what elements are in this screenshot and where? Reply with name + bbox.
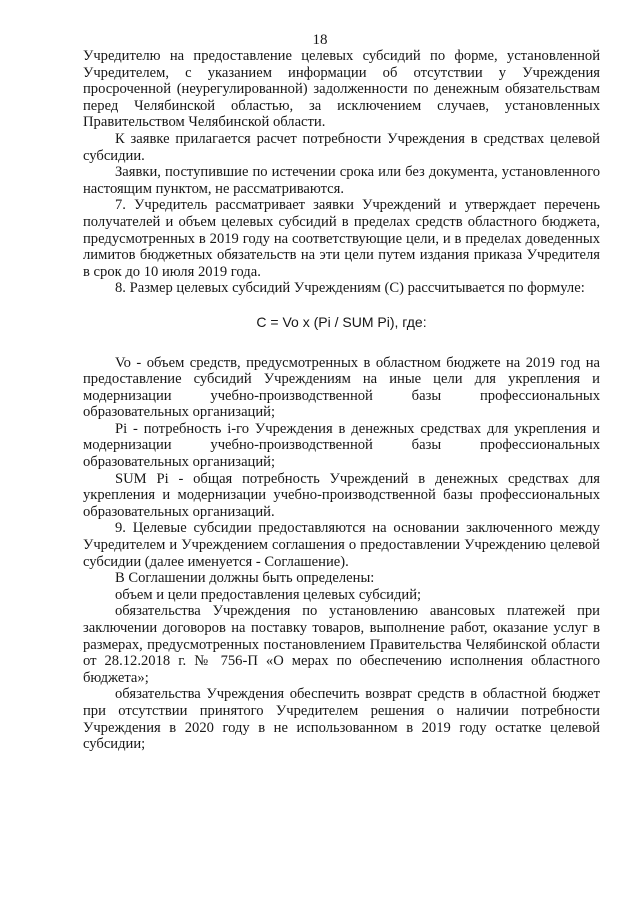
paragraph-vo-definition: Vo - объем средств, предусмотренных в областном бюджете на 2019 год на предоставление субсидий Учреждениям на иные цели для укрепления и модернизации учебно-производственной базы профессиональных образовательных организаций; (83, 354, 600, 421)
page-number: 18 (312, 32, 328, 48)
paragraph-pi-definition: Pi - потребность i-го Учреждения в денежных средствах для укрепления и модернизации учебно-производственной базы профессиональных образовательных организаций; (83, 420, 600, 471)
paragraph-calculation-attachment: К заявке прилагается расчет потребности Учреждения в средствах целевой субсидии. (83, 130, 600, 164)
document-body (83, 48, 600, 753)
paragraph-item-7: 7. Учредитель рассматривает заявки Учреждений и утверждает перечень получателей и объем целевых субсидий в пределах средств областного бюджета, предусмотренных в 2019 году на соответствующие цели, и в пределах доведенных лимитов бюджетных обязательств на эти цели путем издания приказа Учредителя в срок до 10 июля 2019 года. (83, 197, 600, 280)
paragraph-agreement-terms-intro: В Соглашении должны быть определены: (115, 570, 375, 587)
paragraph-item-8: 8. Размер целевых субсидий Учреждениям (С) рассчитывается по формуле: (115, 280, 585, 297)
paragraph-sum-pi-definition: SUM Pi - общая потребность Учреждений в денежных средствах для укрепления и модернизации учебно-производственной базы профессиональных образовательных организаций. (83, 470, 600, 520)
paragraph-item-9: 9. Целевые субсидии предоставляются на основании заключенного между Учредителем и Учреждением соглашения о предоставлении Учреждению целевой субсидии (далее именуется - Соглашение). (83, 520, 600, 570)
paragraph-late-applications: Заявки, поступившие по истечении срока или без документа, установленного настоящим пунктом, не рассматриваются. (83, 164, 600, 197)
paragraph-advance-payments: обязательства Учреждения по установлению авансовых платежей при заключении договоров на поставку товаров, выполнение работ, оказание услуг в размерах, предусмотренных постановлением Правительства Челябинской области от 28.12.2018 г. № 756-П «О мерах по обеспечению исполнения областного бюджета»; (83, 603, 600, 686)
subsidy-formula: С = Vo x (Pi / SUM Pi), где: (256, 313, 427, 330)
paragraph-refund-obligation: обязательства Учреждения обеспечить возврат средств в областной бюджет при отсутствии принятого Учредителем решения о наличии потребности Учреждения в 2020 году в не использованном в 2019 году остатке целевой субсидии; (83, 686, 600, 753)
paragraph-volume-and-purpose: объем и цели предоставления целевых субсидий; (115, 586, 422, 603)
paragraph-application-continuation: Учредителю на предоставление целевых субсидий по форме, установленной Учредителем, с указанием информации об отсутствии у Учреждения просроченной (неурегулированной) задолженности по денежным обязательствам перед Челябинской областью, за исключением случаев, установленных Правительством Челябинской области. (83, 48, 600, 131)
